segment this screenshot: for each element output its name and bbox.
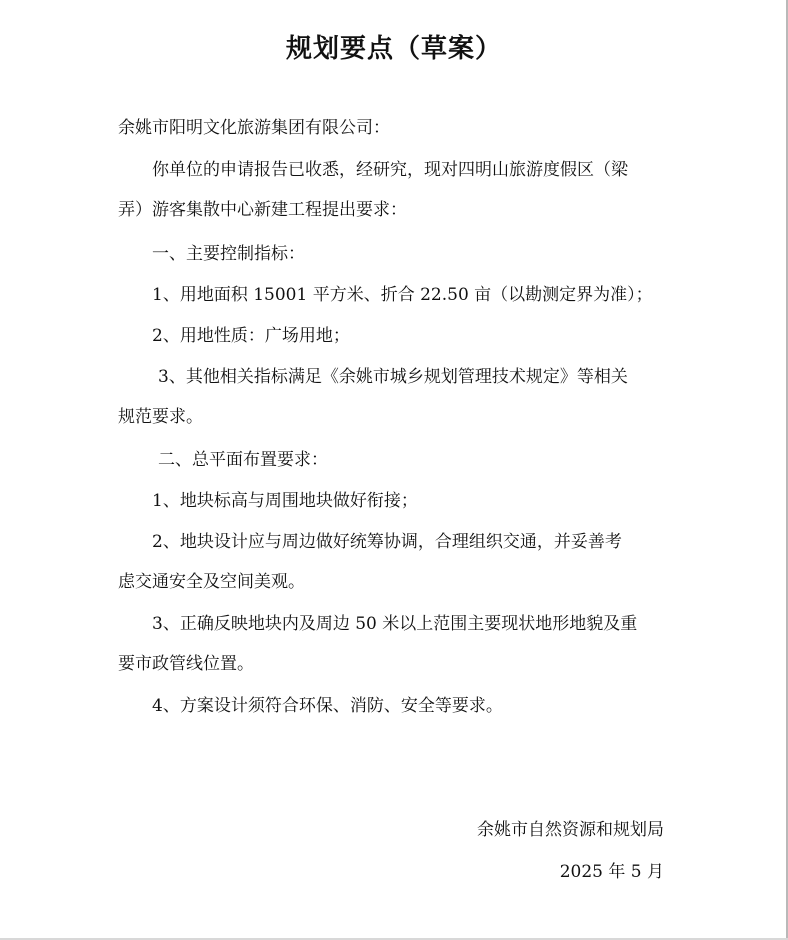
section-1-item-2: 2、用地性质：广场用地； — [152, 326, 350, 346]
section-1-item-1: 1、用地面积 15001 平方米、折合 22.50 亩（以勘测定界为准）； — [152, 285, 653, 305]
section-2-item-3-line-1: 3、正确反映地块内及周边 50 米以上范围主要现状地形地貌及重 — [152, 614, 638, 634]
signature-organization: 余姚市自然资源和规划局 — [477, 820, 664, 840]
addressee: 余姚市阳明文化旅游集团有限公司： — [118, 118, 390, 138]
intro-paragraph — [118, 150, 668, 230]
section-1-item-3-line-1: 3、其他相关指标满足《余姚市城乡规划管理技术规定》等相关 — [158, 367, 628, 387]
signature-date: 2025 年 5 月 — [559, 862, 664, 882]
section-2-item-4: 4、方案设计须符合环保、消防、安全等要求。 — [152, 696, 503, 716]
section-1-item-3 — [118, 357, 668, 437]
section-2-item-2-line-2: 虑交通安全及空间美观。 — [118, 572, 305, 592]
intro-line-2: 弄）游客集散中心新建工程提出要求： — [118, 200, 407, 220]
intro-line-1: 你单位的申请报告已收悉，经研究，现对四明山旅游度假区（梁 — [152, 160, 628, 180]
section-2-heading: 二、总平面布置要求： — [158, 450, 328, 470]
section-1-item-3-line-2: 规范要求。 — [118, 407, 203, 427]
section-2-item-1: 1、地块标高与周围地块做好衔接； — [152, 491, 418, 511]
section-2-item-2 — [118, 522, 668, 602]
section-2-item-3-line-2: 要市政管线位置。 — [118, 654, 254, 674]
section-1-heading: 一、主要控制指标： — [152, 244, 305, 264]
section-2-item-2-line-1: 2、地块设计应与周边做好统筹协调，合理组织交通，并妥善考 — [152, 532, 622, 552]
section-2-item-3 — [118, 604, 668, 684]
document-title: 规划要点（草案） — [285, 34, 502, 64]
